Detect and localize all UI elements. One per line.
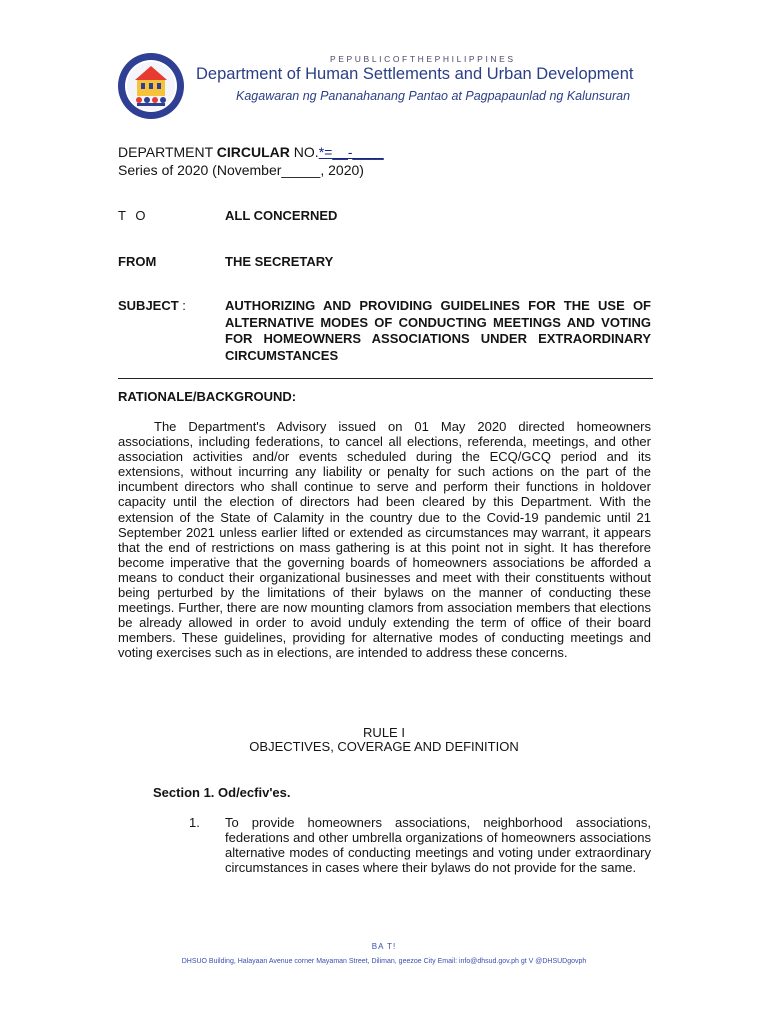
to-label: T O xyxy=(118,208,149,223)
circular-number: *= xyxy=(318,144,333,160)
rule-title: RULE I xyxy=(363,725,405,740)
subject-label-text: SUBJECT xyxy=(118,298,179,313)
circular-number-line xyxy=(118,144,384,160)
from-label: FROM xyxy=(118,254,157,269)
department-name-filipino: Kagawaran ng Pananahanang Pantao at Pagpapaunlad ng Kalunsuran xyxy=(236,89,631,103)
subject-value: AUTHORIZING AND PROVIDING GUIDELINES FOR THE USE OF ALTERNATIVE MODES OF CONDUCTING MEETINGS AND VOTING FOR HOMEOWNERS ASSOCIATIONS UNDER EXTRAORDINARY CIRCUMSTANCES xyxy=(225,298,651,363)
rationale-heading: RATIONALE/BACKGROUND: xyxy=(118,389,297,404)
rationale-paragraph: The Department's Advisory issued on 01 May 2020 directed homeowners associations, including federations, to cancel all elections, referenda, meetings, and other association activities and/or events scheduled during the ECQ/GCQ period and its extensions, without incurring any liability or penalty for such actions on the part of the incumbent directors who shall continue to serve and perform their functions in holdover capacity until the election of directors had been cleared by this Department. With the extension of the State of Calamity in the country due to the Covid-19 pandemic until 21 September 2021 unless earlier lifted or extended as circumstances may warrant, it appears that the end of restrictions on mass gathering is at this point not in sight. It has therefore become imperative that the governing boards of homeowners associations be afforded a means to conduct their organizational businesses and meet with their constituents without being perturbed by the limitations of their bylaws on the manner of conducting these meetings. Further, there are now mounting clamors from association members that elections be already allowed in order to avoid unduly extending the term of office of their board members. These guidelines, providing for alternative modes of conducting meetings and voting exercises such as in elections, are intended to address these concerns. xyxy=(118,419,651,661)
circular-prefix: DEPARTMENT xyxy=(118,144,217,160)
section-1-heading: Section 1. Od/ecfiv'es. xyxy=(153,785,291,800)
republic-text: PEPUBLICOFTHEPHILIPPINES xyxy=(330,54,516,64)
circular-suffix: __-____ xyxy=(332,144,384,160)
department-name: Department of Human Settlements and Urban Development xyxy=(196,65,634,83)
dhsud-seal-logo xyxy=(117,52,185,120)
footer-address: DHSUO Building, Halayaan Avenue corner Mayaman Street, Diliman, geezoe City Email: info@dhsud.gov.ph gt V @DHSUDgovph xyxy=(181,958,587,965)
subject-colon: : xyxy=(178,298,186,313)
subject-label xyxy=(118,298,186,313)
header-divider xyxy=(118,378,653,379)
list-item-text: To provide homeowners associations, neighborhood associations, federations and other umbrella organizations of homeowners associations alternative modes of conducting meetings and voting under extraordinary circumstances in cases where their bylaws do not provide for the same. xyxy=(225,815,651,876)
circular-series: Series of 2020 (November_____, 2020) xyxy=(118,162,364,178)
circular-word: CIRCULAR xyxy=(216,144,290,160)
to-value: ALL CONCERNED xyxy=(225,208,338,223)
footer-mark: BA T! xyxy=(371,942,397,951)
rule-subtitle: OBJECTIVES, COVERAGE AND DEFINITION xyxy=(249,739,519,754)
from-value: THE SECRETARY xyxy=(225,254,334,269)
list-item-number: 1. xyxy=(189,815,200,830)
circular-no-word: NO. xyxy=(289,144,319,160)
